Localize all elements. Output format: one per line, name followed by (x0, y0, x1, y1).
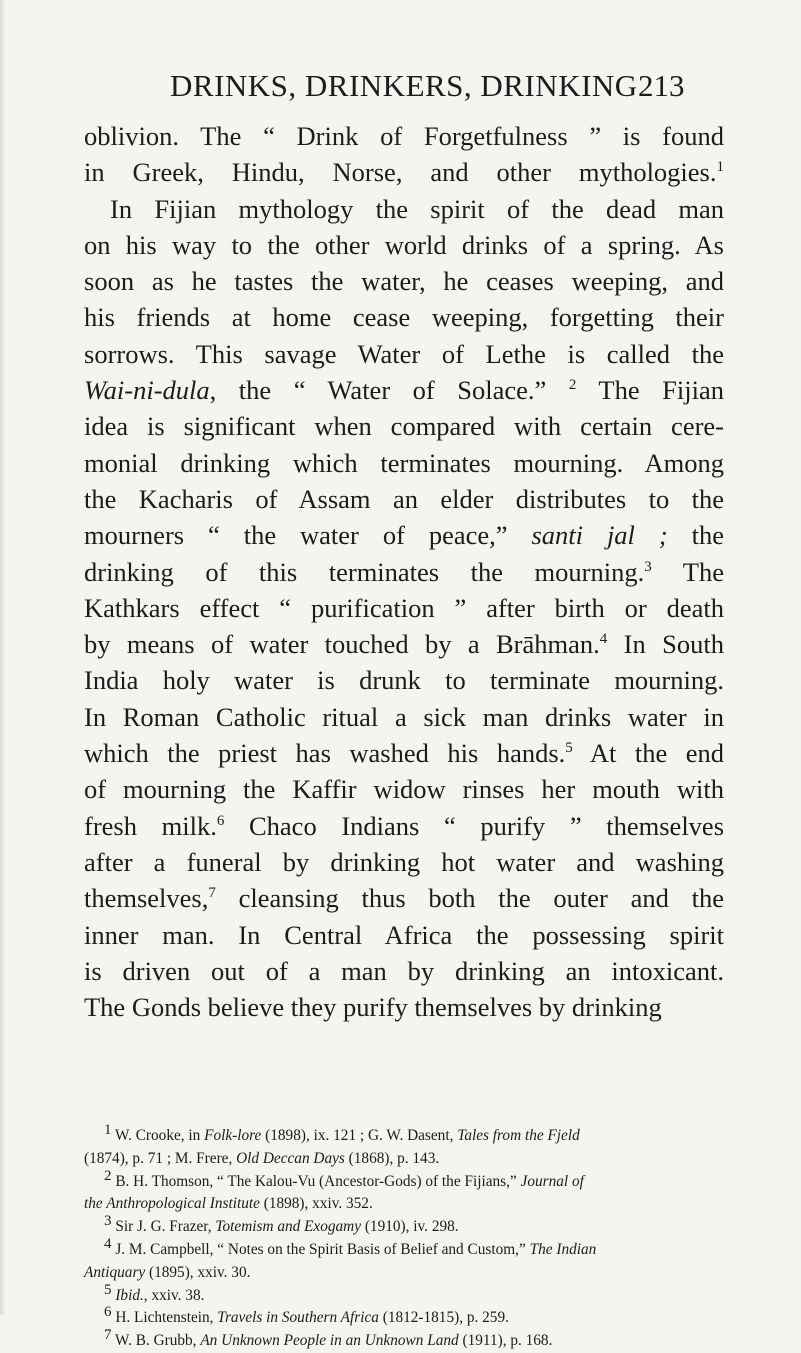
text-line: India holy water is drunk to terminate mourning. (84, 665, 724, 696)
text-line: on his way to the other world drinks of a spring. As (84, 229, 724, 260)
footnote: $^6$ H. Lichtenstein, Travels in Southern Africa (1812-1815), p. 259. (104, 1304, 509, 1327)
text-line: Wai-ni-dula, the “ Water of Solace.” $^2$ The Fijian (84, 375, 724, 406)
footnote-ref: 4 (599, 631, 608, 648)
text-line: The Gonds believe they purify themselves by drinking (84, 992, 662, 1023)
footnotes (84, 1121, 724, 1353)
text-line: soon as he tastes the water, he ceases weeping, and (84, 266, 724, 297)
footnote-continuation: the Anthropological Institute (1898), xxiv. 352. (84, 1195, 373, 1213)
text-line: inner man. In Central Africa the possessing spirit (84, 919, 724, 950)
footnote: $^4$ J. M. Campbell, “ Notes on the Spirit Basis of Belief and Custom,” The Indian (104, 1235, 597, 1258)
text-line: is driven out of a man by drinking an intoxicant. (84, 955, 724, 986)
text-line: the Kacharis of Assam an elder distributes to the (84, 483, 724, 514)
page-number: 213 (638, 68, 685, 103)
text-line: his friends at home cease weeping, forgetting their (84, 302, 724, 333)
footnote-ref: 7 (208, 885, 216, 902)
footnote: $^7$ W. B. Grubb, An Unknown People in an Unknown Land (1911), p. 168. (104, 1327, 553, 1350)
text-line: idea is significant when compared with certain cere- (84, 411, 724, 442)
footnote: $^5$ Ibid., xxiv. 38. (104, 1281, 205, 1304)
text-line: In Fijian mythology the spirit of the dead man (110, 193, 724, 224)
footnote-ref: 3 (644, 558, 652, 575)
text-line: after a funeral by drinking hot water and washing (84, 846, 724, 877)
text-line: monial drinking which terminates mourning. Among (84, 447, 724, 478)
footnote: $^2$ B. H. Thomson, “ The Kalou-Vu (Ancestor-Gods) of the Fijians,” Journal of (104, 1167, 584, 1190)
text-line: Kathkars effect “ purification ” after birth or death (84, 592, 724, 623)
footnote-continuation: (1874), p. 71 ; M. Frere, Old Deccan Days (1868), p. 143. (84, 1149, 440, 1167)
page-edge-shadow (0, 0, 6, 1315)
text-line: fresh milk.$^6$ Chaco Indians “ purify ” themselves (84, 810, 725, 841)
text-line: oblivion. The “ Drink of Forgetfulness ” is found (84, 121, 724, 151)
footnote-ref: 2 (568, 377, 577, 394)
text-line: drinking of this terminates the mourning.$^3$ The (84, 556, 724, 587)
footnote-continuation: Antiquary (1895), xxiv. 30. (84, 1263, 251, 1281)
text-line: of mourning the Kaffir widow rinses her mouth with (84, 774, 724, 805)
footnote-ref: 5 (565, 740, 573, 757)
footnote: $^3$ Sir J. G. Frazer, Totemism and Exogamy (1910), iv. 298. (104, 1213, 459, 1236)
page-header (0, 68, 801, 110)
body-text (84, 118, 724, 1025)
text-line: sorrows. This savage Water of Lethe is called the (84, 338, 724, 369)
text-line: In Roman Catholic ritual a sick man drinks water in (84, 701, 724, 732)
text-line: mourners “ the water of peace,” santi jal ; the (84, 520, 724, 551)
text-line: themselves,$^7$ cleansing thus both the outer and the (84, 883, 724, 914)
running-title: DRINKS, DRINKERS, DRINKING (170, 68, 638, 103)
text-line: by means of water touched by a Brāhman.$^4$ In South (84, 629, 724, 660)
text-line: in Greek, Hindu, Norse, and other mythologies.$^1$ (84, 157, 724, 188)
footnote: $^1$ W. Crooke, in Folk-lore (1898), ix. 121 ; G. W. Dasent, Tales from the Fjeld (104, 1121, 580, 1144)
footnote-ref: 6 (216, 812, 225, 829)
footnote-ref: 1 (716, 159, 724, 176)
text-line: which the priest has washed his hands.$^5$ At the end (84, 738, 724, 769)
